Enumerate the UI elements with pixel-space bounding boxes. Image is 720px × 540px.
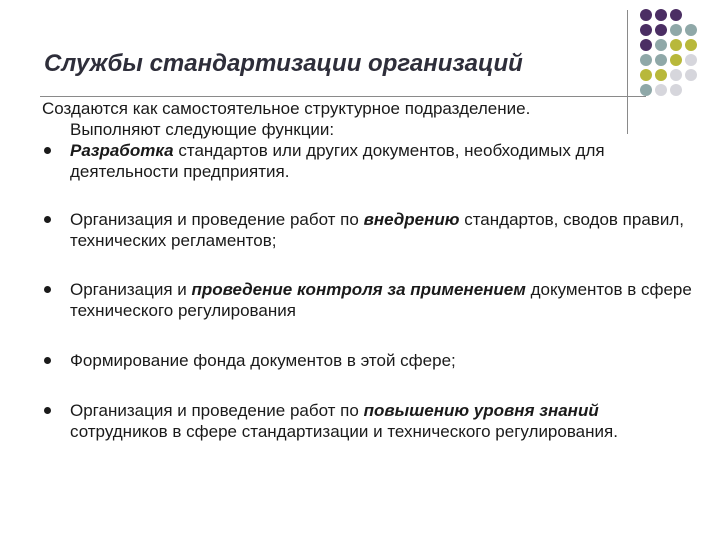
decorative-dot xyxy=(655,84,667,96)
bullet-dot xyxy=(44,357,51,364)
horizontal-divider xyxy=(40,96,646,97)
bullet-dot xyxy=(44,286,51,293)
decorative-dot xyxy=(670,54,682,66)
item-emphasis: Разработка xyxy=(70,141,174,160)
decorative-dot xyxy=(655,39,667,51)
decorative-dot xyxy=(670,69,682,81)
item-text: Формирование фонда документов в этой сфере; xyxy=(70,351,456,370)
decorative-dot xyxy=(685,39,697,51)
item-emphasis: внедрению xyxy=(363,210,460,229)
item-text-before: Организация и проведение работ по xyxy=(70,210,364,229)
list-item xyxy=(42,400,692,442)
item-emphasis: проведение контроля за применением xyxy=(191,280,526,299)
list-item xyxy=(42,209,692,251)
decorative-dot xyxy=(670,39,682,51)
decorative-dot xyxy=(655,24,667,36)
decorative-dot xyxy=(640,84,652,96)
bullet-dot xyxy=(44,216,51,223)
item-text-after: стандартов, сводов правил, технических регламентов; xyxy=(70,210,684,250)
decorative-dot xyxy=(670,24,682,36)
decorative-dot xyxy=(685,24,697,36)
item-text-after: документов в сфере технического регулирования xyxy=(70,280,692,320)
slide-body xyxy=(42,98,692,442)
decorative-dot xyxy=(685,54,697,66)
item-emphasis: повышению уровня знаний xyxy=(363,401,599,420)
decorative-dot xyxy=(640,39,652,51)
decorative-dot xyxy=(640,9,652,21)
function-list xyxy=(42,140,692,442)
list-item xyxy=(42,140,692,182)
item-text-before: Организация и xyxy=(70,280,192,299)
item-text-before: Организация и проведение работ по xyxy=(70,401,364,420)
item-text-after: сотрудников в сфере стандартизации и технического регулирования. xyxy=(70,422,618,441)
decorative-dot xyxy=(655,54,667,66)
decorative-dot xyxy=(640,24,652,36)
list-item xyxy=(42,350,692,371)
item-text-after: стандартов или других документов, необходимых для деятельности предприятия. xyxy=(70,141,605,181)
decorative-dot xyxy=(640,69,652,81)
list-item xyxy=(42,279,692,321)
decorative-dot xyxy=(670,84,682,96)
decorative-dot xyxy=(640,54,652,66)
decorative-dot xyxy=(655,9,667,21)
intro-line-2: Выполняют следующие функции: xyxy=(70,120,335,139)
bullet-dot xyxy=(44,407,51,414)
decorative-dot xyxy=(685,69,697,81)
intro-paragraph xyxy=(42,98,692,140)
decorative-dot xyxy=(655,69,667,81)
intro-line-1: Создаются как самостоятельное структурное подразделение. xyxy=(42,99,531,118)
slide-title: Службы стандартизации организаций xyxy=(44,50,523,77)
bullet-dot xyxy=(44,147,51,154)
decorative-dot xyxy=(670,9,682,21)
